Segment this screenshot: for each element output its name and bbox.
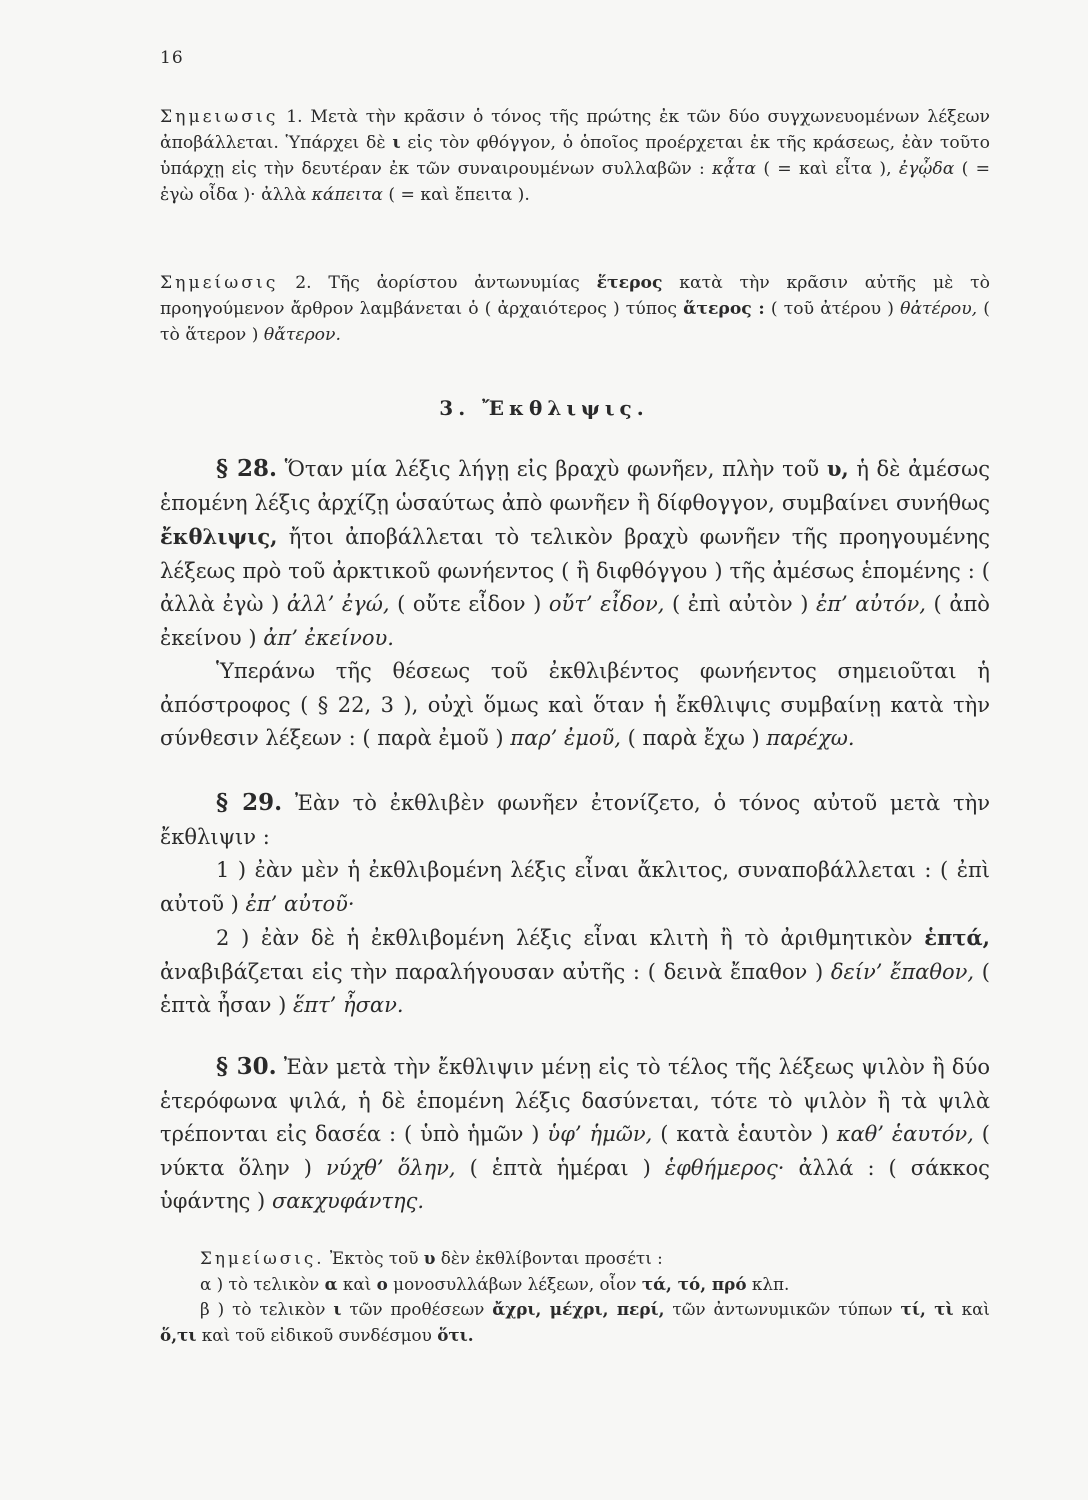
- bold-letter: α: [324, 1273, 338, 1294]
- bold-word: ὅ,τι: [160, 1324, 197, 1345]
- bold-word: τί, τὶ: [900, 1299, 954, 1319]
- example-gloss: ( = καὶ εἶτα ),: [763, 159, 892, 179]
- example-word: ὑφ’ ἡμῶν,: [547, 1122, 653, 1146]
- note-text: ( τὸ ἅτερον ): [160, 299, 991, 345]
- bold-word: τά, τό, πρό: [641, 1273, 747, 1294]
- example-word: ἐγᾦδα: [898, 159, 955, 179]
- bold-letter: ο: [376, 1273, 388, 1294]
- paragraph-text: ἡ δὲ ἀμέσως ἑπομένη λέξις ἀρχίζῃ ὡσαύτως ἀπὸ φωνῆεν ἢ δίφθογγον, συμβαίνει συνήθως: [160, 457, 990, 515]
- example-word: σακχυφάντης.: [271, 1189, 425, 1213]
- list-item-text: τῶν προθέσεων: [349, 1299, 485, 1319]
- bold-word: ἕτερος: [596, 273, 663, 293]
- section-mark: § 29.: [216, 789, 283, 816]
- example-word: παρέχω.: [766, 726, 855, 750]
- section-mark: § 30.: [216, 1053, 277, 1080]
- example-word: ἐπ’ αὐτόν,: [815, 592, 926, 616]
- bold-term: ἔκθλιψις,: [160, 524, 278, 549]
- paragraph-text: Ὑπεράνω τῆς θέσεως τοῦ ἐκθλιβέντος φωνήεντος σημειοῦται ἡ ἀπόστροφος ( § 22, 3 ), οὐχὶ ὅμως καὶ ὅταν ἡ ἔκθλιψις συμβαίνῃ κατὰ τὴν σύνθεσιν λέξεων : ( παρὰ ἐμοῦ ): [160, 659, 990, 750]
- note-label: Σημείωσις.: [200, 1248, 325, 1268]
- example-word: καθ’ ἑαυτόν,: [836, 1122, 974, 1146]
- example-word: θἀτέρου,: [900, 299, 978, 319]
- list-item-text: καὶ τοῦ εἰδικοῦ συνδέσμου: [201, 1324, 432, 1345]
- example-word: νύχθ’ ὅλην,: [326, 1155, 456, 1180]
- example-word: θἄτερον.: [263, 325, 341, 345]
- example-word: ἀλλ’ ἐγώ,: [286, 592, 390, 616]
- paragraph-text: Ἐὰν τὸ ἐκθλιβὲν φωνῆεν ἐτονίζετο, ὁ τόνος αὐτοῦ μετὰ τὴν ἔκθλιψιν :: [160, 791, 990, 849]
- section-mark: § 28.: [216, 455, 277, 482]
- paragraph-text: ( κατὰ ἑαυτὸν ): [660, 1122, 829, 1146]
- paragraph-text: ( παρὰ ἔχω ): [627, 726, 760, 750]
- note-text: κατὰ τὴν κρᾶσιν αὐτῆς μὲ τὸ προηγούμενον ἄρθρον λαμβάνεται ὁ ( ἀρχαιότερος ) τύπος: [160, 273, 990, 319]
- list-item-text: β ) τὸ τελικὸν: [200, 1299, 326, 1319]
- note-label: Σημειωσις: [160, 107, 279, 127]
- list-item-text: ἀναβιβάζεται εἰς τὴν παραλήγουσαν αὐτῆς : ( δεινὰ ἔπαθον ): [160, 959, 824, 984]
- paragraph-28: [160, 452, 990, 756]
- paragraph-text: ( οὔτε εἶδον ): [397, 592, 542, 616]
- bold-word: ἑπτά,: [924, 925, 990, 950]
- note-text: δὲν ἐκθλίβονται προσέτι :: [440, 1248, 663, 1268]
- example-gloss: ( = ἐγὼ οἶδα )· ἀλλὰ: [160, 159, 990, 205]
- bold-word: ὅτι.: [437, 1324, 474, 1345]
- paragraph-text: ἀλλά : ( σάκκος ὑφάντης ): [160, 1155, 990, 1213]
- example-word: ἐπ’ αὐτοῦ·: [245, 891, 355, 916]
- list-item-text: 1 ) ἐὰν μὲν ἡ ἐκθλιβομένη λέξις εἶναι ἄκλιτος, συναποβάλλεται : ( ἐπὶ αὐτοῦ ): [160, 858, 990, 916]
- note-text: Ἐκτὸς τοῦ: [329, 1248, 419, 1268]
- paragraph-30: [160, 1050, 990, 1219]
- bold-letter: ι: [333, 1299, 342, 1319]
- paragraph-text: Ἐὰν μετὰ τὴν ἔκθλιψιν μένῃ εἰς τὸ τέλος τῆς λέξεως ψιλὸν ἢ δύο ἑτερόφωνα ψιλά, ἡ δὲ ἑπομένη λέξις δασύνεται, τότε τὸ ψιλὸν ἢ τὰ ψιλὰ τρέπονται εἰς δασέα : ( ὑπὸ ἡμῶν ): [160, 1055, 990, 1146]
- paragraph-text: ( ἐπὶ αὐτὸν ): [672, 592, 809, 616]
- bold-word: ἄχρι, μέχρι, περί,: [492, 1299, 665, 1319]
- example-word: κάπειτα: [311, 185, 383, 205]
- list-item-text: 2 ) ἐὰν δὲ ἡ ἐκθλιβομένη λέξις εἶναι κλιτὴ ἢ τὸ ἀριθμητικὸν: [216, 926, 913, 950]
- note-number: 2.: [295, 273, 312, 293]
- section-heading: 3. Ἔκθλιψις.: [439, 396, 649, 420]
- example-word: οὔτ’ εἶδον,: [548, 592, 665, 616]
- note-number: 1.: [286, 107, 303, 127]
- footnote: [160, 1246, 990, 1348]
- paragraph-29: [160, 786, 990, 1023]
- note-text: Μετὰ τὴν κρᾶσιν ὁ τόνος τῆς πρώτης ἐκ τῶν δύο συγχωνευομένων λέξεων ἀποβάλλεται. Ὑπάρχει δὲ: [160, 107, 990, 153]
- example-word: ἀπ’ ἐκείνου.: [263, 625, 394, 650]
- paragraph-text: Ὅταν μία λέξις λήγῃ εἰς βραχὺ φωνῆεν, πλὴν τοῦ: [284, 457, 820, 481]
- list-item-text: ( ἑπτὰ ἦσαν ): [160, 959, 990, 1017]
- bold-letter: υ: [423, 1248, 436, 1268]
- bold-letter: ι: [392, 133, 401, 153]
- list-item-text: τῶν ἀντωνυμικῶν τύπων: [672, 1299, 893, 1319]
- bold-letter: υ,: [826, 456, 849, 481]
- paragraph-text: ἤτοι ἀποβάλλεται τὸ τελικὸν βραχὺ φωνῆεν τῆς προηγουμένης λέξεως πρὸ τοῦ ἀρκτικοῦ φωνήεντος ( ἢ διφθόγγου ) τῆς ἀμέσως ἑπομένης : ( ἀλλὰ ἐγὼ ): [160, 525, 990, 616]
- note-text: ( τοῦ ἀτέρου ): [770, 299, 894, 319]
- page-number: 16: [160, 48, 184, 68]
- note-label: Σημείωσις: [160, 273, 279, 293]
- note-1: [160, 104, 990, 208]
- paragraph-text: ( ἀπὸ ἐκείνου ): [160, 592, 990, 650]
- example-gloss: ( = καὶ ἔπειτα ).: [388, 185, 530, 205]
- list-item-text: καὶ: [961, 1299, 990, 1319]
- note-text: Τῆς ἀορίστου ἀντωνυμίας: [328, 273, 580, 293]
- note-text: εἰς τὸν φθόγγον, ὁ ὁποῖος προέρχεται ἐκ τῆς κράσεως, ἐὰν τοῦτο ὑπάρχῃ εἰς τὴν δευτέραν ἐκ τῶν συναιρουμένων συλλαβῶν :: [160, 133, 990, 179]
- note-2: [160, 270, 990, 348]
- bold-word: ἅτερος :: [683, 299, 765, 319]
- example-word: ἑφθήμερος·: [664, 1155, 785, 1180]
- example-word: ἕπτ’ ἦσαν.: [292, 993, 404, 1017]
- example-word: παρ’ ἐμοῦ,: [510, 726, 621, 750]
- example-word: κᾆτα: [712, 159, 757, 179]
- paragraph-text: ( νύκτα ὅλην ): [160, 1122, 990, 1180]
- paragraph-text: ( ἑπτὰ ἡμέραι ): [469, 1155, 651, 1180]
- example-word: δείν’ ἔπαθον,: [830, 959, 975, 984]
- list-item-text: κλπ.: [751, 1273, 790, 1294]
- list-item-text: α ) τὸ τελικὸν: [200, 1273, 320, 1294]
- list-item-text: καὶ: [342, 1273, 372, 1294]
- list-item-text: μονοσυλλάβων λέξεων, οἷον: [393, 1273, 637, 1294]
